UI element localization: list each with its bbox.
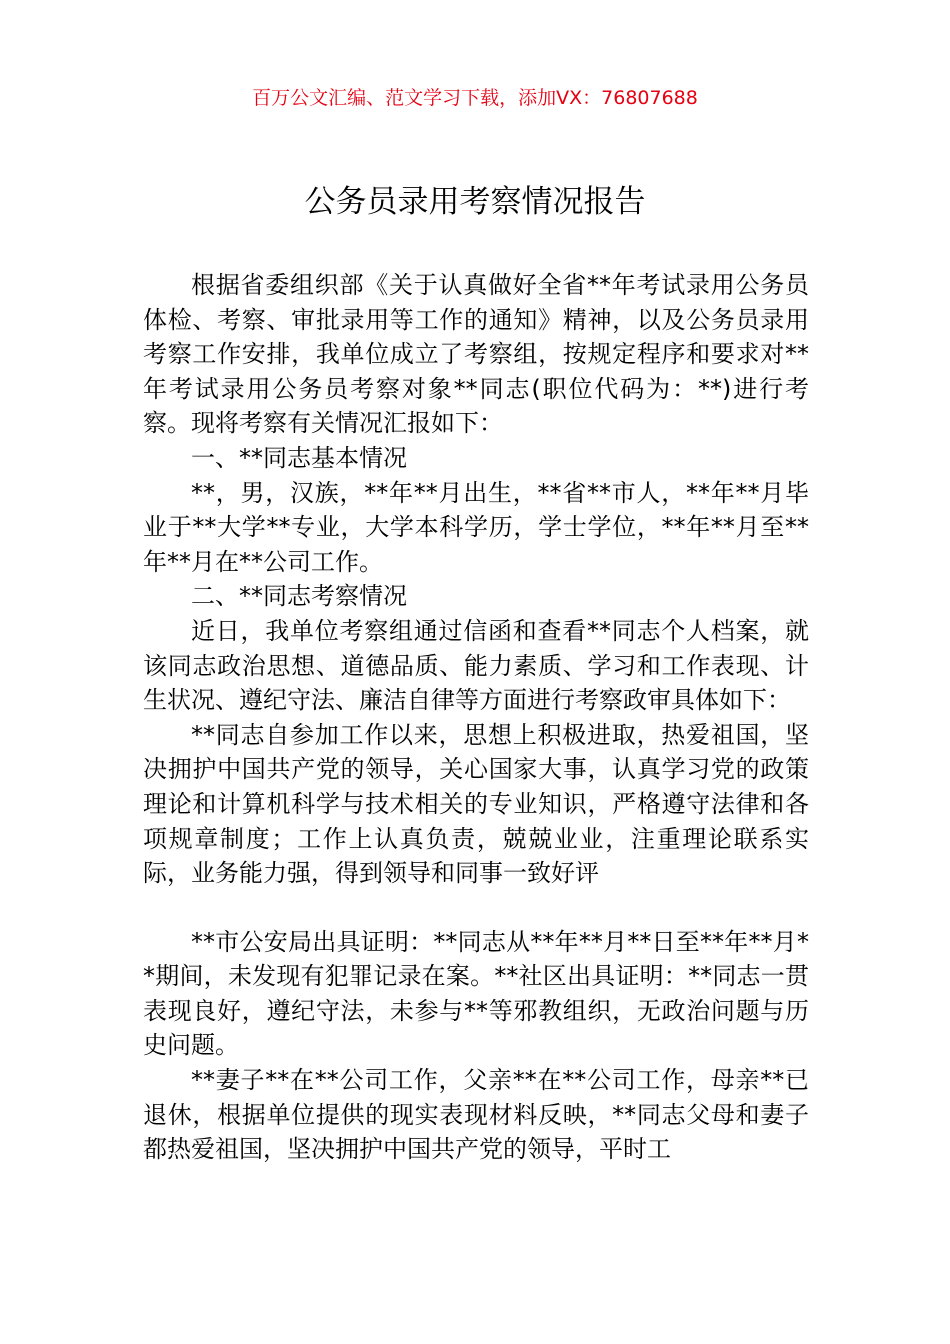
family-paragraph: **妻子**在**公司工作，父亲**在**公司工作，母亲**已退休，根据单位提供的现实表现材料反映，**同志父母和妻子都热爱祖国，坚决拥护中国共产党的领导，平时工 xyxy=(143,1066,809,1164)
certificate-paragraph: **市公安局出具证明：**同志从**年**月**日至**年**月**期间，未发现有犯罪记录在案。**社区出具证明：**同志一贯表现良好，遵纪守法，未参与**等邪教组织，无政治问题与历史问题。 xyxy=(143,927,809,1060)
document-title: 公务员录用考察情况报告 xyxy=(304,184,646,220)
document-body xyxy=(143,268,809,1167)
section-2-heading: 二、**同志考察情况 xyxy=(191,582,407,611)
inspection-method-paragraph: 近日，我单位考察组通过信函和查看**同志个人档案，就该同志政治思想、道德品质、能力素质、学习和工作表现、计生状况、遵纪守法、廉洁自律等方面进行考察政审具体如下： xyxy=(143,616,809,715)
basic-info-paragraph: **，男，汉族，**年**月出生，**省**市人，**年**月毕业于**大学**专业，大学本科学历，学士学位，**年**月至**年**月在**公司工作。 xyxy=(143,478,809,576)
performance-paragraph: **同志自参加工作以来，思想上积极进取，热爱祖国，坚决拥护中国共产党的领导，关心国家大事，认真学习党的政策理论和计算机科学与技术相关的专业知识，严格遵守法律和各项规章制度；工作上认真负责，兢兢业业，注重理论联系实际，业务能力强，得到领导和同事一致好评 xyxy=(143,720,809,888)
blank-line xyxy=(143,891,809,925)
intro-paragraph: 根据省委组织部《关于认真做好全省**年考试录用公务员体检、考察、审批录用等工作的通知》精神，以及公务员录用考察工作安排，我单位成立了考察组，按规定程序和要求对**年考试录用公务员考察对象**同志(职位代码为：**)进行考察。现将考察有关情况汇报如下： xyxy=(143,271,809,438)
download-notice: 百万公文汇编、范文学习下载，添加VX：76807688 xyxy=(252,87,698,109)
section-1-heading: 一、**同志基本情况 xyxy=(191,443,407,472)
